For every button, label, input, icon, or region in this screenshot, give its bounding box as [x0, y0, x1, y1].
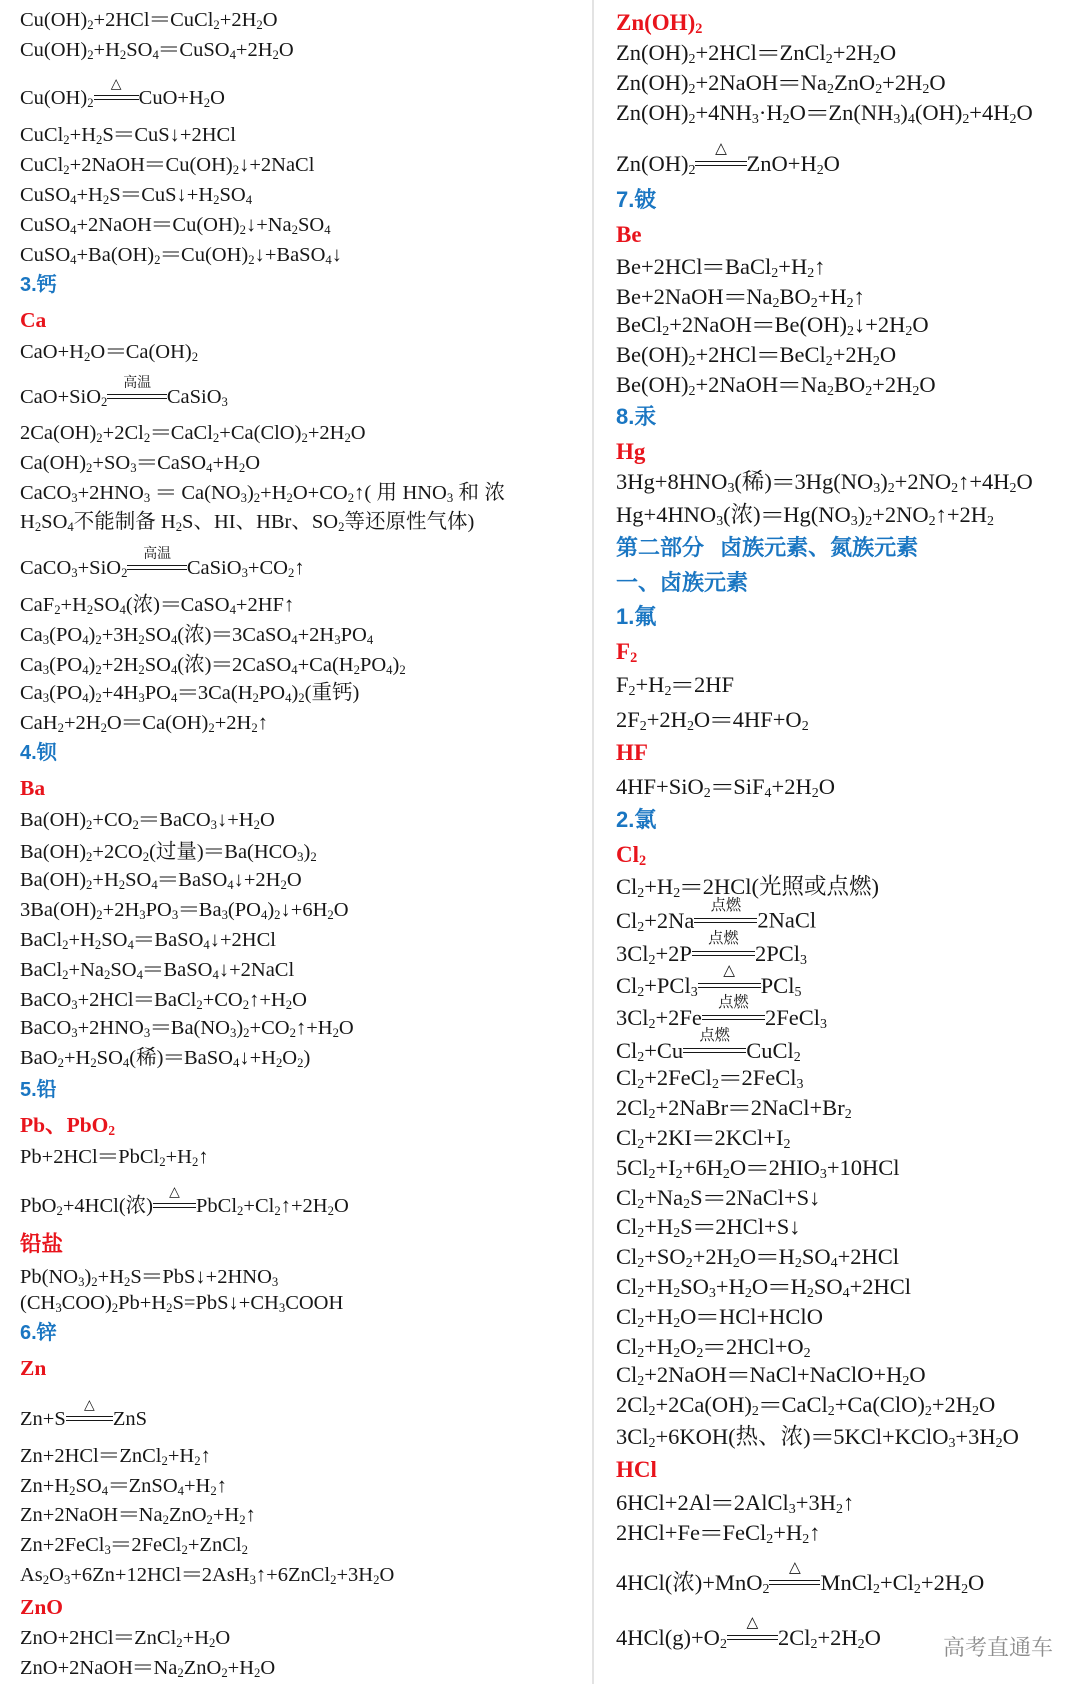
reactants: $Cu(OH)_2$	[20, 87, 94, 110]
equation-with-condition	[20, 546, 305, 583]
double-line-equals	[727, 1635, 778, 1640]
section-heading: 7.铍	[616, 187, 657, 212]
heat-triangle-icon: △	[723, 962, 736, 980]
species-label: Ba	[20, 776, 46, 800]
reaction-condition	[702, 994, 765, 1025]
equation-with-condition	[20, 375, 228, 412]
heat-triangle-icon: △	[169, 1184, 180, 1200]
products: $ZnO+H_2O$	[746, 150, 840, 178]
equation-with-condition	[616, 1027, 801, 1065]
reaction-condition	[153, 1184, 196, 1213]
equation: $5Cl_2+I_2+6H_2O=2HIO_3+10HCl$	[616, 1155, 900, 1183]
double-line-equals	[66, 1416, 113, 1421]
heat-triangle-icon: △	[83, 1397, 95, 1413]
reaction-condition	[66, 1397, 113, 1426]
double-line-equals	[698, 983, 761, 988]
condition-text: 点燃	[699, 1027, 730, 1045]
reactants: $Cl_2+Cu$	[616, 1037, 684, 1065]
reactants: CaO+SiO$_2$	[20, 386, 108, 409]
products: 2NaCl	[757, 907, 817, 933]
equation: $Cu(OH)_2+2HCl=CuCl_2+2H_2O$	[20, 9, 278, 32]
products: $CuO+H_2O$	[138, 87, 225, 110]
species-label: ZnO	[20, 1595, 64, 1619]
reaction-condition	[683, 1027, 746, 1058]
section-heading: 8.汞	[616, 404, 657, 429]
equation: Zn+2FeCl$_3$=2FeCl$_2$+ZnCl$_2$	[20, 1534, 248, 1557]
equation: $Zn(OH)_2+4NH_3\cdot H_2O=Zn(NH_3)_4(OH)_2+4H_2O$	[616, 100, 1033, 128]
section-heading: 1.氟	[616, 604, 657, 629]
products: $2Cl_2+2H_2O$	[777, 1624, 881, 1652]
reaction-condition	[694, 897, 757, 928]
equation: $Cl_2+SO_2+2H_2O=H_2SO_4+2HCl$	[616, 1244, 900, 1272]
reactants: $3Cl_2+2P$	[616, 940, 692, 968]
products: PCl$_5$	[760, 972, 802, 1000]
equation: $Zn+2HCl=ZnCl_2+H_2↑$	[20, 1445, 211, 1468]
equation: $F_2+H_2=2HF$	[616, 672, 734, 700]
reaction-condition	[94, 76, 139, 105]
reaction-condition	[727, 1614, 778, 1645]
species-label: $Cl_2$	[616, 842, 647, 870]
column-divider	[592, 0, 594, 1684]
reaction-condition	[698, 962, 761, 993]
equation: $Zn(OH)_2+2HCl=ZnCl_2+2H_2O$	[616, 40, 897, 68]
part-heading: 第二部分 卤族元素、氮族元素	[616, 535, 919, 560]
equation: $CaCO_3+2HNO_3$ = $Ca(NO_3)_2+H_2O+CO_2↑$( 用 $HNO_3$ 和 浓	[20, 482, 506, 505]
equation-with-condition	[616, 1559, 985, 1597]
reaction-condition	[127, 546, 186, 575]
section-heading: 3.钙	[20, 274, 57, 296]
reaction-condition	[692, 930, 755, 961]
products: 2FeCl$_3$	[764, 1004, 827, 1032]
reactants: 4HCl(浓)+MnO$_2$	[616, 1569, 770, 1597]
equation: $Zn+H_2SO_4=ZnSO_4+H_2↑$	[20, 1475, 227, 1498]
equation: $Cl_2+2KI=2KCl+I_2$	[616, 1125, 791, 1153]
equation-with-condition	[20, 76, 225, 113]
equation: $CaH_2+2H_2O=Ca(OH)_2+2H_2↑$	[20, 712, 268, 735]
equation: $2Cl_2+2Ca(OH)_2=CaCl_2+Ca(ClO)_2+2H_2O$	[616, 1392, 996, 1420]
heat-triangle-icon: △	[789, 1559, 801, 1577]
reactants: PbO$_2$+4HCl(浓)	[20, 1195, 153, 1218]
equation-with-condition	[20, 1397, 148, 1434]
reaction-condition	[107, 375, 166, 404]
equation: $Ba(OH)_2+CO_2=BaCO_3↓+H_2O$	[20, 809, 275, 832]
equation: $2Cl_2+2NaBr=2NaCl+Br_2$	[616, 1095, 852, 1123]
double-line-equals	[107, 394, 166, 399]
section-heading: 6.锌	[20, 1322, 57, 1344]
equation: $Ba(OH)_2+H_2SO_4=BaSO_4↓+2H_2O$	[20, 869, 302, 892]
reaction-condition	[769, 1559, 820, 1590]
double-line-equals	[694, 918, 757, 923]
equation: $ZnO+2NaOH=Na_2ZnO_2+H_2O$	[20, 1657, 276, 1680]
equation: $Zn+2NaOH=Na_2ZnO_2+H_2↑$	[20, 1504, 256, 1527]
double-line-equals	[695, 161, 746, 166]
products: CuCl$_2$	[746, 1037, 801, 1065]
equation: $CaF_2+H_2SO_4$(浓)=CaSO$_4$+2HF↑	[20, 594, 295, 617]
equation-note: $H_2SO_4$不能制备 $H_2S$、HI、HBr、$SO_2$等还原性气体)	[20, 511, 475, 534]
reactants: $3Cl_2+2Fe$	[616, 1004, 702, 1032]
equation: $(CH_3COO)_2Pb+H_2S=PbS↓+CH_3COOH$	[20, 1292, 344, 1315]
species-label: Hg	[616, 439, 646, 464]
double-line-equals	[702, 1015, 765, 1020]
equation: $BeCl_2+2NaOH=Be(OH)_2↓+2H_2O$	[616, 312, 929, 340]
double-line-equals	[692, 951, 755, 956]
products: ZnS	[112, 1408, 148, 1430]
equation: $CuCl_2+2NaOH=Cu(OH)_2↓+2NaCl$	[20, 154, 315, 177]
double-line-equals	[127, 565, 186, 570]
equation: $CuSO_4+H_2S=CuS↓+H_2SO_4$	[20, 184, 253, 207]
equation: $CaO+H_2O=Ca(OH)_2$	[20, 341, 199, 364]
equation: $Cl_2+H_2=2HCl$(光照或点燃)	[616, 874, 879, 902]
equation: $2F_2+2H_2O=4HF+O_2$	[616, 707, 809, 735]
equation: $Ca_3(PO_4)_2+2H_2SO_4$(浓)$=2CaSO_4+Ca(H_2PO_4)_2$	[20, 654, 406, 677]
species-label: Pb、PbO$_2$	[20, 1113, 116, 1138]
products: 2PCl$_3$	[754, 940, 807, 968]
equation: $Cl_2+H_2O=HCl+HClO$	[616, 1304, 823, 1332]
equation: $CuSO_4+Ba(OH)_2=Cu(OH)_2↓+BaSO_4↓$	[20, 244, 342, 267]
equation: $Hg+4HNO_3$(浓)$=Hg(NO_3)_2+2NO_2↑+2H_2$	[616, 502, 994, 530]
heat-triangle-icon: △	[110, 76, 122, 92]
equation: $BaCO_3+2HNO_3=Ba(NO_3)_2+CO_2↑+H_2O$	[20, 1017, 354, 1040]
reactants: Zn+S	[20, 1408, 66, 1430]
heat-triangle-icon: △	[715, 140, 727, 158]
watermark: 高考直通车	[943, 1635, 1054, 1660]
species-label: 铅盐	[20, 1232, 64, 1256]
condition-text: 点燃	[718, 994, 749, 1012]
equation: $Cu(OH)_2+H_2SO_4=CuSO_4+2H_2O$	[20, 39, 294, 62]
products: $PbCl_2+Cl_2↑+2H_2O$	[196, 1195, 349, 1218]
equation: $Pb+2HCl=PbCl_2+H_2↑$	[20, 1146, 209, 1169]
species-label: Zn	[20, 1356, 47, 1380]
species-label: $F_2$	[616, 639, 638, 667]
species-label: HF	[616, 740, 648, 765]
double-line-equals	[769, 1580, 820, 1585]
species-label: Be	[616, 222, 642, 247]
equation: $As_2O_3+6Zn+12HCl=2AsH_3↑+6ZnCl_2+3H_2O$	[20, 1564, 395, 1587]
equation: $Ba(OH)_2+2CO_2$(过量)$=Ba(HCO_3)_2$	[20, 841, 317, 864]
equation: $BaCl_2+H_2SO_4=BaSO_4↓+2HCl$	[20, 929, 276, 952]
condition-text: 点燃	[710, 897, 742, 915]
equation: $Pb(NO_3)_2+H_2S=PbS↓+2HNO_3$	[20, 1266, 279, 1289]
condition-text: 高温	[123, 375, 152, 391]
chapter-heading: 一、卤族元素	[616, 570, 749, 595]
equation: $Cl_2+H_2S=2HCl+S↓$	[616, 1214, 801, 1242]
equation: $BaO_2+H_2SO_4$(稀)$=BaSO_4↓+H_2O_2$)	[20, 1047, 311, 1070]
equation: $4HF+SiO_2=SiF_4+2H_2O$	[616, 774, 835, 802]
equation: $3Ba(OH)_2+2H_3PO_3=Ba_3(PO_4)_2↓+6H_2O$	[20, 899, 349, 922]
equation: $Cl_2+H_2O_2=2HCl+O_2$	[616, 1334, 811, 1362]
reactants: $Cl_2+PCl_3$	[616, 972, 698, 1000]
reactants: $Cl_2+2Na$	[616, 907, 695, 935]
section-heading: 5.铅	[20, 1079, 57, 1101]
reactants: $4HCl(g)+O_2$	[616, 1624, 727, 1652]
equation-with-condition	[616, 140, 840, 178]
reactants: CaCO$_3$+SiO$_2$	[20, 557, 128, 580]
species-label: Ca	[20, 308, 47, 332]
double-line-equals	[94, 95, 139, 100]
double-line-equals	[153, 1203, 196, 1208]
equation: $2Ca(OH)_2+2Cl_2=CaCl_2+Ca(ClO)_2+2H_2O$	[20, 422, 366, 445]
equation: $Zn(OH)_2+2NaOH=Na_2ZnO_2+2H_2O$	[616, 70, 946, 98]
equation: $Be+2HCl=BaCl_2+H_2↑$	[616, 254, 826, 282]
equation: $CuCl_2+H_2S=CuS↓+2HCl$	[20, 124, 236, 147]
equation: $3Hg+8HNO_3$(稀)$=3Hg(NO_3)_2+2NO_2↑+4H_2O$	[616, 469, 1033, 497]
equation: $6HCl+2Al=2AlCl_3+3H_2↑$	[616, 1490, 855, 1518]
double-line-equals	[683, 1048, 746, 1053]
products: $CaSiO_3+CO_2↑$	[186, 557, 305, 580]
equation: $3Cl_2+6KOH$(热、浓)$=5KCl+KClO_3+3H_2O$	[616, 1424, 1019, 1452]
equation: $Ca_3(PO_4)_2+4H_3PO_4=3Ca(H_2PO_4)_2$(重钙)	[20, 682, 360, 705]
reaction-condition	[695, 140, 746, 171]
equation: $Be+2NaOH=Na_2BO_2+H_2↑$	[616, 284, 865, 312]
equation: $ZnO+2HCl=ZnCl_2+H_2O$	[20, 1627, 231, 1650]
equation: $2HCl+Fe=FeCl_2+H_2↑$	[616, 1520, 821, 1548]
products: CaSiO$_3$	[166, 386, 228, 409]
equation: $Cl_2+Na_2S=2NaCl+S↓$	[616, 1185, 821, 1213]
equation-with-condition	[20, 1184, 349, 1221]
condition-text: 点燃	[708, 930, 739, 948]
equation: $Cl_2+2NaOH=NaCl+NaClO+H_2O$	[616, 1362, 926, 1390]
equation: $Ca_3(PO_4)_2+3H_2SO_4$(浓)$=3CaSO_4+2H_3PO_4$	[20, 624, 374, 647]
equation: $Be(OH)_2+2NaOH=Na_2BO_2+2H_2O$	[616, 372, 936, 400]
condition-text: 高温	[143, 546, 172, 562]
equation: $Cl_2+H_2SO_3+H_2O=H_2SO_4+2HCl$	[616, 1274, 912, 1302]
equation-with-condition	[616, 1614, 881, 1652]
heat-triangle-icon: △	[746, 1614, 759, 1632]
equation: $Cl_2+2FeCl_2=2FeCl_3$	[616, 1065, 804, 1093]
equation: $Ca(OH)_2+SO_3=CaSO_4+H_2O$	[20, 452, 260, 475]
reactants: $Zn(OH)_2$	[616, 150, 696, 178]
species-label: HCl	[616, 1457, 657, 1482]
section-heading: 4.钡	[20, 742, 57, 764]
section-heading: 2.氯	[616, 807, 657, 832]
products: $MnCl_2+Cl_2+2H_2O$	[820, 1569, 985, 1597]
equation: $CuSO_4+2NaOH=Cu(OH)_2↓+Na_2SO_4$	[20, 214, 331, 237]
equation: $BaCO_3+2HCl=BaCl_2+CO_2↑+H_2O$	[20, 989, 307, 1012]
equation: $BaCl_2+Na_2SO_4=BaSO_4↓+2NaCl$	[20, 959, 295, 982]
equation: $Be(OH)_2+2HCl=BeCl_2+2H_2O$	[616, 342, 897, 370]
species-label: $Zn(OH)_2$	[616, 10, 703, 38]
